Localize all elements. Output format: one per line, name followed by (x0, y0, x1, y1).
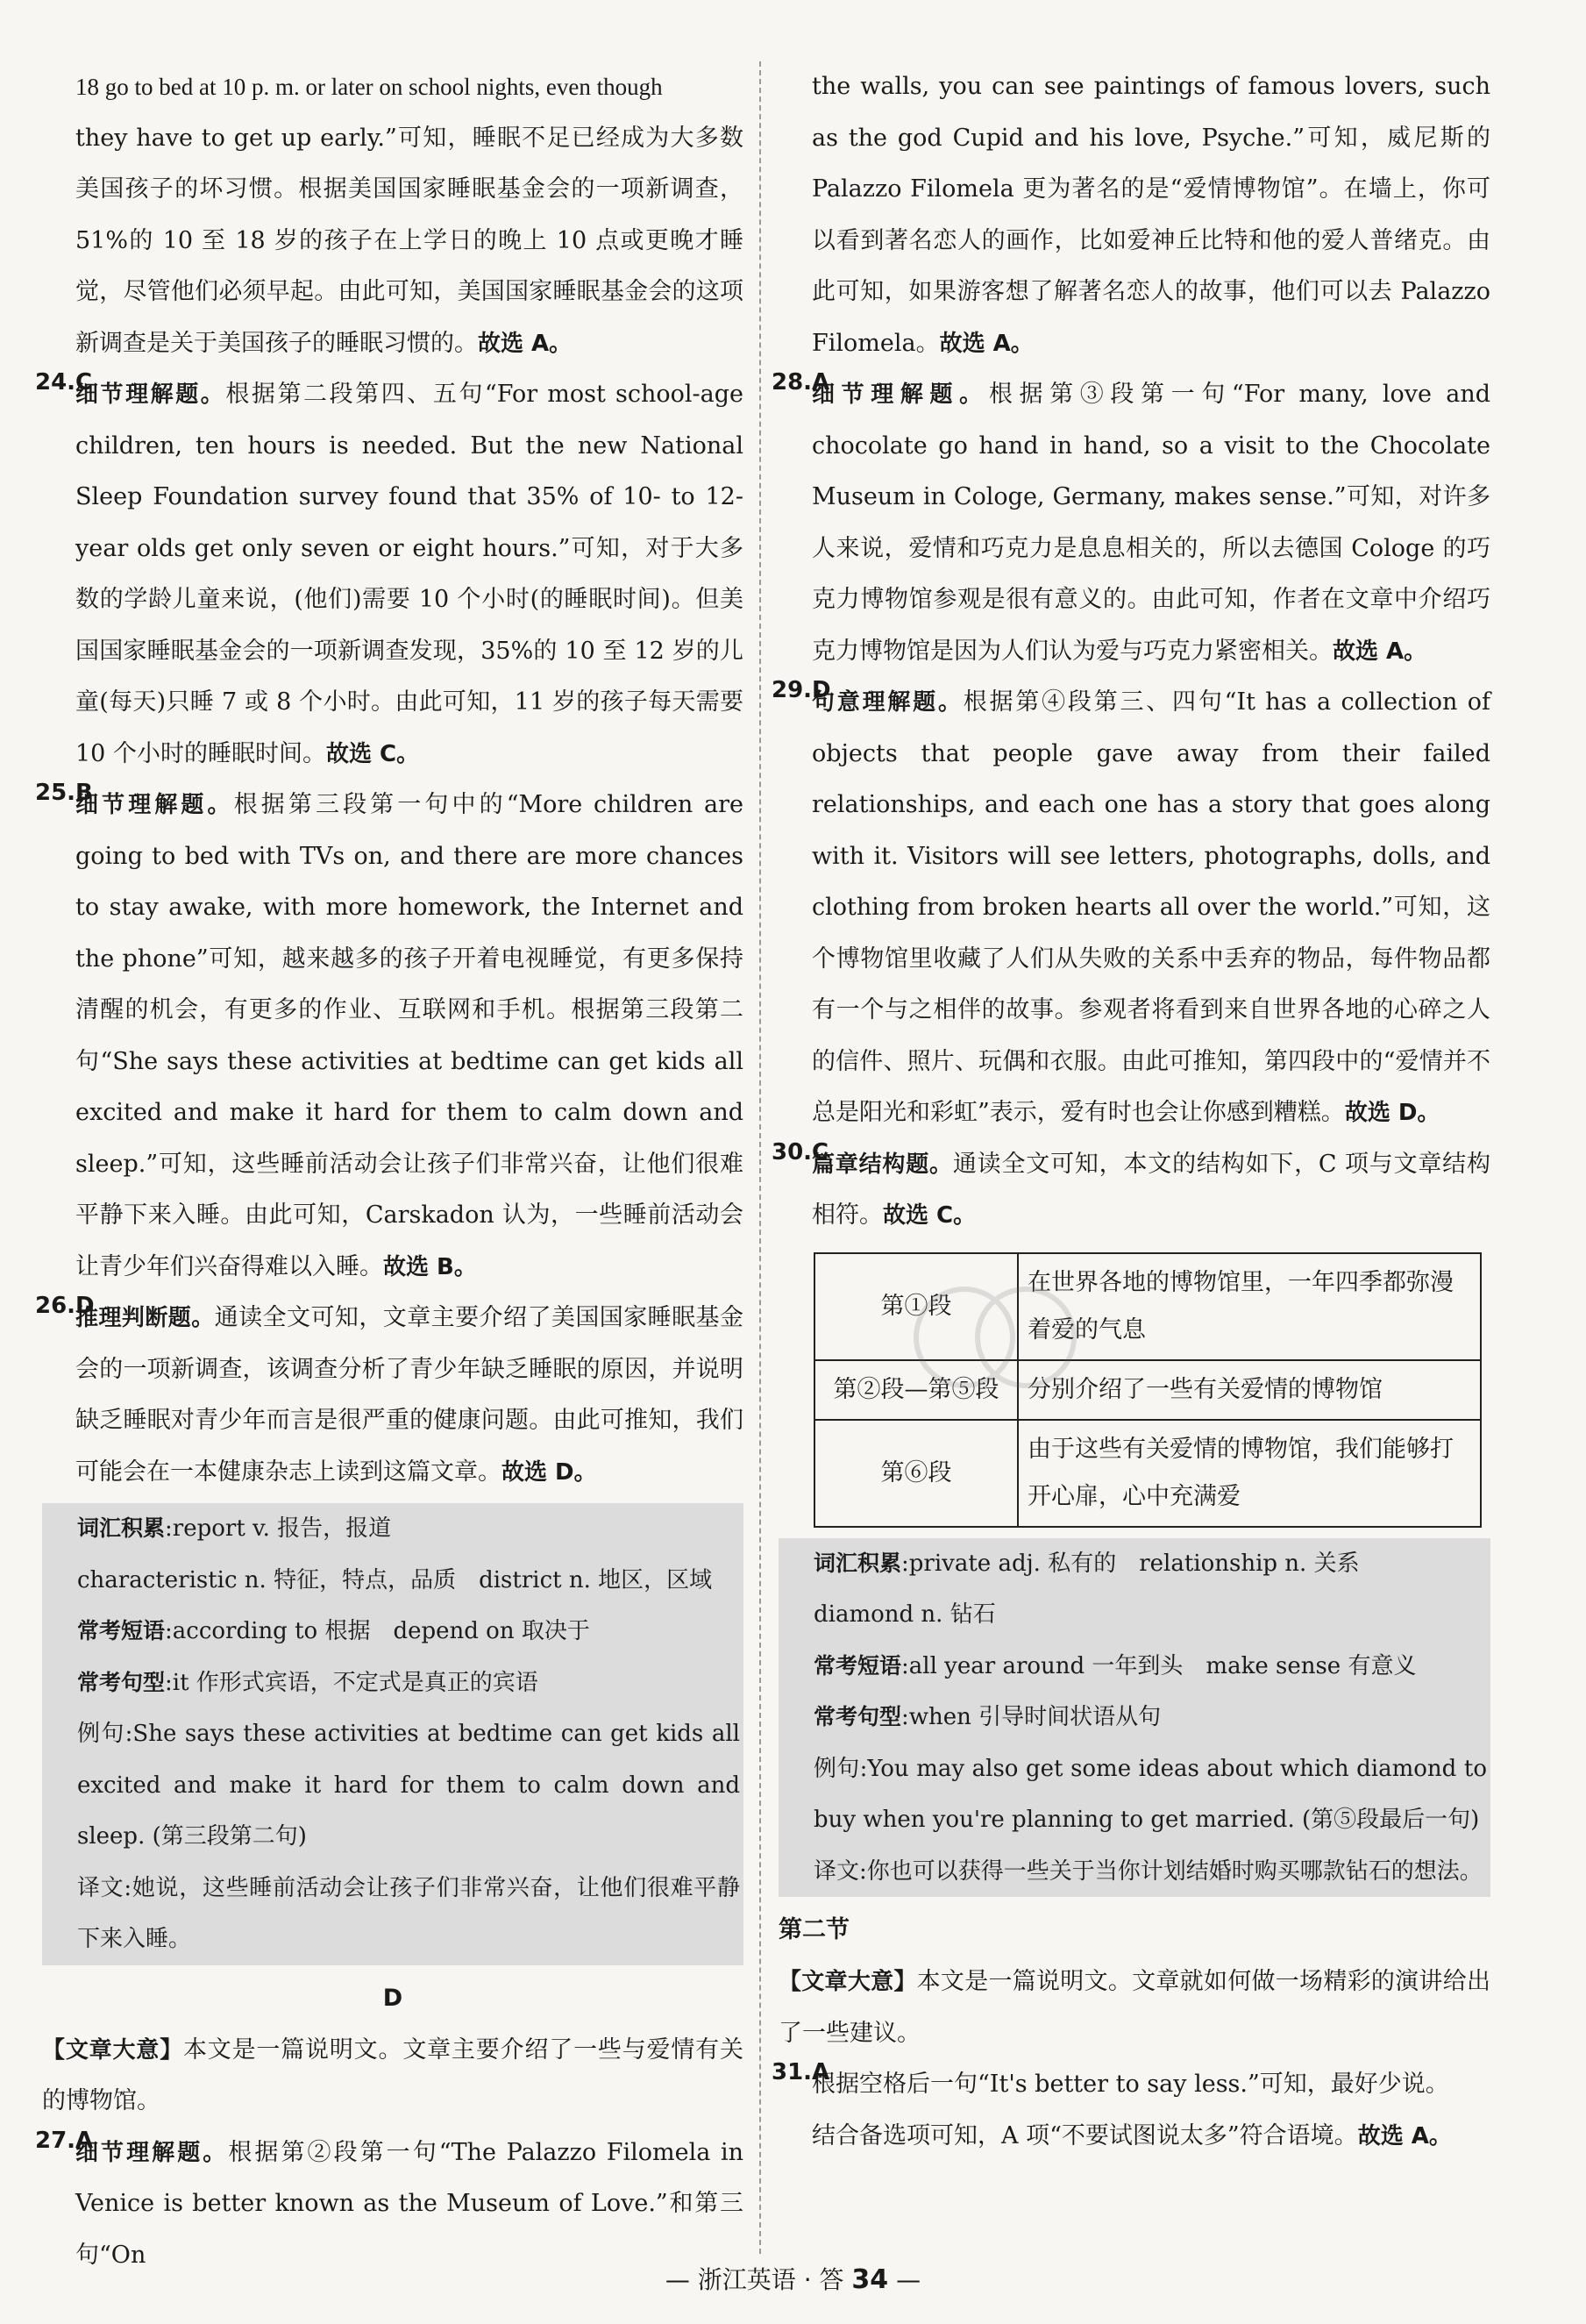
q26-number: 26.D (35, 1293, 95, 1319)
q28-text: 细节理解题。根据第③段第一句“For many, love and chocolate go hand in hand, so a visit to the Chocolate Museum in Cologe, Germany, makes sense.”可知，对许多人来说，爱情和巧克力是息息相关的，所以去德国 Cologe 的巧克力博物馆参观是很有意义的。由此可知，作者在文章中介绍巧克力博物馆是因为人们认为爱与巧克力紧密相关。故选 A。 (812, 381, 1490, 665)
example-line: 例句:You may also get some ideas about which diamond to buy when you're planning to get married. (第⑤段最后一句) (814, 1755, 1487, 1833)
table-cell-desc: 分别介绍了一些有关爱情的博物馆 (1018, 1360, 1481, 1420)
vocab-line2: diamond n. 钻石 (814, 1601, 996, 1628)
q31-number: 31.A (772, 2059, 830, 2085)
q27-continuation: the walls, you can see paintings of famous lovers, such as the god Cupid and his love, Psyche.”可知，威尼斯的 Palazzo Filomela 更为著名的是“爱情博物馆”。在墙上，你可以看到著名恋人的画作，比如爱神丘比特和他的爱人普绪克。由此可知，如果游客想了解著名恋人的故事，他们可以去 Palazzo Filomela。故选 A。 (812, 73, 1490, 357)
vocab-line: 词汇积累:private adj. 私有的 relationship n. 关系 (814, 1550, 1360, 1577)
q25-number: 25.B (35, 780, 93, 806)
pattern-line: 常考句型:it 作形式宾语，不定式是真正的宾语 (77, 1669, 538, 1696)
q24-text: 细节理解题。根据第二段第四、五句“For most school-age children, ten hours is needed. But the new National Sleep Foundation survey found that 35% of 10- to 12-year olds get only seven or eight hours.”可知，对于大多数的学龄儿童来说，(他们)需要 10 个小时(的睡眠时间)。但美国国家睡眠基金会的一项新调查发现，35%的 10 至 12 岁的儿童(每天)只睡 7 或 8 个小时。由此可知，11 岁的孩子每天需要 10 个小时的睡眠时间。故选 C。 (75, 381, 743, 767)
q26-item (35, 1293, 743, 1498)
page-footer: — 浙江英语 · 答 34 — (665, 2264, 921, 2295)
summary-section2: 【文章大意】本文是一篇说明文。文章就如何做一场精彩的演讲给出了一些建议。 (779, 1968, 1490, 2047)
q31-item (772, 2059, 1490, 2111)
q29-item (772, 677, 1490, 1139)
vocab-line: 词汇积累:report v. 报告，报道 (77, 1515, 392, 1542)
q26-text: 推理判断题。通读全文可知，文章主要介绍了美国国家睡眠基金会的一项新调查，该调查分析了青少年缺乏睡眠的原因，并说明缺乏睡眠对青少年而言是很严重的健康问题。由此可推知，我们可能会在一本健康杂志上读到这篇文章。故选 D。 (75, 1304, 743, 1486)
page-number: 34 (851, 2264, 889, 2295)
section-d-heading: D (382, 1984, 403, 2012)
summary-d: 【文章大意】本文是一篇说明文。文章主要介绍了一些与爱情有关的博物馆。 (42, 2035, 743, 2114)
table-cell-part: 第⑥段 (814, 1420, 1018, 1527)
q24-item (35, 369, 743, 780)
q23-continuation: they have to get up early.”可知，睡眠不足已经成为大多数美国孩子的坏习惯。根据美国国家睡眠基金会的一项新调查，51%的 10 至 18 岁的孩子在上学日的晚上 10 点或更晚才睡觉，尽管他们必须早起。由此可知，美国国家睡眠基金会的这项新调查是关于美国孩子的睡眠习惯的。故选 A。 (75, 124, 743, 357)
left-column (35, 61, 743, 2281)
table-cell-desc: 在世界各地的博物馆里，一年四季都弥漫着爱的气息 (1018, 1253, 1481, 1360)
q31-text2: 结合备选项可知，A 项“不要试图说太多”符合语境。故选 A。 (812, 2121, 1452, 2149)
vocab-line2: characteristic n. 特征，特点，品质 district n. 地区，区域 (77, 1566, 713, 1593)
q30-number: 30.C (772, 1138, 829, 1166)
q30-text: 篇章结构题。通读全文可知，本文的结构如下，C 项与文章结构相符。故选 C。 (812, 1150, 1490, 1229)
watermark-logo-icon (894, 1272, 1096, 1403)
table-cell-part: 第②段—第⑤段 (814, 1360, 1018, 1420)
q28-item (772, 369, 1490, 677)
vocab-box-left (42, 1503, 743, 1965)
q27-item (35, 2127, 743, 2282)
phrase-line: 常考短语:according to 根据 depend on 取决于 (77, 1618, 590, 1644)
q23-continuation-line1: 18 go to bed at 10 p. m. or later on school nights, even though (75, 74, 663, 100)
section-2-heading: 第二节 (779, 1916, 850, 1943)
example-line: 例句:She says these activities at bedtime can get kids all excited and make it hard for them to calm down and sleep. (第三段第二句) (77, 1721, 740, 1850)
q31-text: 根据空格后一句“It's better to say less.”可知，最好少说。 (812, 2071, 1449, 2098)
table-row (814, 1420, 1481, 1527)
translation-line: 译文:她说，这些睡前活动会让孩子们非常兴奋，让他们很难平静下来入睡。 (77, 1874, 740, 1952)
pattern-line: 常考句型:when 引导时间状语从句 (814, 1704, 1162, 1730)
q28-number: 28.A (772, 369, 830, 396)
q30-item (772, 1138, 1490, 1242)
vocab-box-right (779, 1538, 1490, 1898)
right-column (772, 61, 1490, 2162)
table-cell-desc: 由于这些有关爱情的博物馆，我们能够打开心扉，心中充满爱 (1018, 1420, 1481, 1527)
translation-line: 译文:你也可以获得一些关于当你计划结婚时购买哪款钻石的想法。 (814, 1857, 1483, 1885)
q27-number: 27.A (35, 2127, 94, 2154)
q29-text: 句意理解题。根据第④段第三、四句“It has a collection of objects that people gave away from their failed relationships, and each one has a story that goes along with it. Visitors will see letters, photographs, dolls, and clothing from broken hearts all over the world.”可知，这个博物馆里收藏了人们从失败的关系中丢弃的物品，每件物品都有一个与之相伴的故事。参观者将看到来自世界各地的心碎之人的信件、照片、玩偶和衣服。由此可推知，第四段中的“爱情并不总是阳光和彩虹”表示，爱有时也会让你感到糟糕。故选 D。 (812, 688, 1490, 1126)
q29-number: 29.D (772, 677, 831, 703)
q27-answer: 故选 A。 (939, 330, 1034, 357)
q25-item (35, 780, 743, 1293)
column-divider (759, 61, 761, 2254)
phrase-line: 常考短语:all year around 一年到头 make sense 有意义 (814, 1652, 1417, 1679)
q24-number: 24.C (35, 369, 93, 396)
table-cell-part: 第①段 (814, 1253, 1018, 1360)
q25-text: 细节理解题。根据第三段第一句中的“More children are going to bed with TVs on, and there are more chances to stay awake, with more homework, the Internet and the phone”可知，越来越多的孩子开着电视睡觉，有更多保持清醒的机会，有更多的作业、互联网和手机。根据第三段第二句“She says these activities at bedtime can get kids all excited and make it hard for them to calm down and sleep.”可知，这些睡前活动会让孩子们非常兴奋，让他们很难平静下来入睡。由此可知，Carskadon 认为，一些睡前活动会让青少年们兴奋得难以入睡。故选 B。 (75, 791, 743, 1280)
q23-answer: 故选 A。 (478, 330, 573, 357)
q27-text: 细节理解题。根据第②段第一句“The Palazzo Filomela in Venice is better known as the Museum of Love.”和第三句“On (75, 2138, 743, 2269)
